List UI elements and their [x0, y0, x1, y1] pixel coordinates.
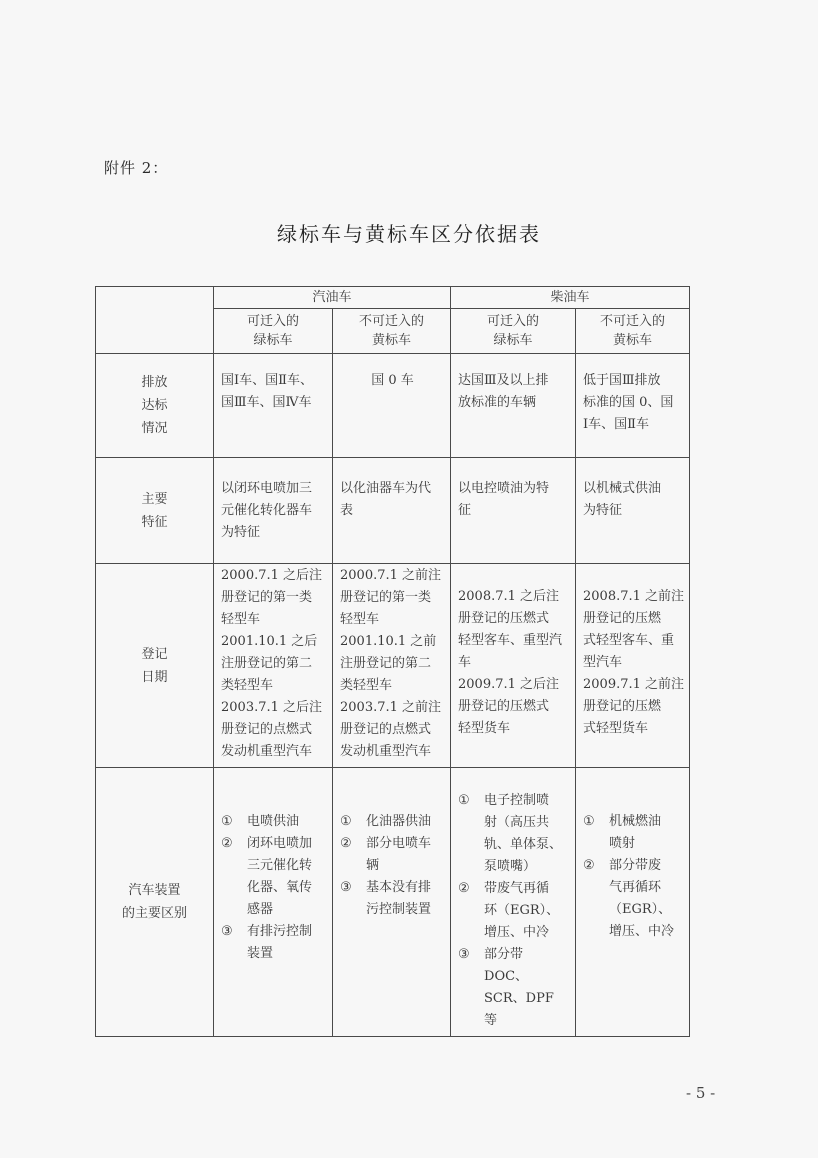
corner-cell [96, 287, 214, 354]
document-title: 绿标车与黄标车区分依据表 [277, 222, 541, 246]
list-item: ② 闭环电喷加 三元催化转 化器、氧传 感器 [221, 836, 313, 917]
cell-emission-gasoline-green: 国Ⅰ车、国Ⅱ车、 国Ⅲ车、国Ⅳ车 [214, 354, 333, 458]
cell-emission-diesel-green: 达国Ⅲ及以上排 放标准的车辆 [451, 354, 576, 458]
attachment-label: 附件 2： [104, 159, 169, 177]
cell-features-gasoline-green: 以闭环电喷加三 元催化转化器车 为特征 [214, 458, 333, 564]
row-label-features: 主要 特征 [96, 458, 214, 564]
list-item: ② 部分电喷车 辆 [340, 836, 432, 873]
subheader-gasoline-yellow: 不可迁入的 黄标车 [333, 309, 451, 354]
table-row-features [96, 458, 690, 564]
list-item: ① 电喷供油 [221, 814, 300, 829]
cell-emission-gasoline-yellow: 国 0 车 [333, 354, 451, 458]
cell-features-gasoline-yellow: 以化油器车为代 表 [333, 458, 451, 564]
table-row-registration [96, 564, 690, 768]
page-number: - 5 - [686, 1084, 716, 1102]
row-label-emission: 排放 达标 情况 [96, 354, 214, 458]
cell-registration-diesel-green: 2008.7.1 之后注 册登记的压燃式 轻型客车、重型汽 车 2009.7.1 之后注 册登记的压燃式 轻型货车 [451, 564, 576, 768]
list-item: ③ 基本没有排 污控制装置 [340, 880, 432, 917]
cell-devices-gasoline-green [214, 768, 333, 1037]
list-item: ① 电子控制喷 射（高压共 轨、单体泵、 泵喷嘴） [458, 793, 563, 874]
list-item: ① 化油器供油 [340, 814, 432, 829]
subheader-diesel-green: 可迁入的 绿标车 [451, 309, 576, 354]
list-item: ② 部分带废 气再循环 （EGR）、 增压、中冷 [583, 858, 675, 939]
cell-registration-gasoline-green: 2000.7.1 之后注 册登记的第一类 轻型车 2001.10.1 之后 注册登记的第二 类轻型车 2003.7.1 之后注 册登记的点燃式 发动机重型汽车 [214, 564, 333, 768]
subheader-diesel-yellow: 不可迁入的 黄标车 [576, 309, 690, 354]
list-item: ③ 有排污控制 装置 [221, 924, 313, 961]
table-row-emission [96, 354, 690, 458]
cell-devices-gasoline-yellow [333, 768, 451, 1037]
cell-features-diesel-green: 以电控喷油为特 征 [451, 458, 576, 564]
classification-table [95, 286, 690, 1037]
cell-emission-diesel-yellow: 低于国Ⅲ排放 标准的国 0、国 Ⅰ车、国Ⅱ车 [576, 354, 690, 458]
cell-registration-gasoline-yellow: 2000.7.1 之前注 册登记的第一类 轻型车 2001.10.1 之前 注册登记的第二 类轻型车 2003.7.1 之前注 册登记的点燃式 发动机重型汽车 [333, 564, 451, 768]
table-row-devices [96, 768, 690, 1037]
row-label-devices: 汽车装置 的主要区别 [96, 768, 214, 1037]
cell-devices-diesel-yellow [576, 768, 690, 1037]
list-item: ② 带废气再循 环（EGR）、 增压、中冷 [458, 881, 560, 940]
cell-registration-diesel-yellow: 2008.7.1 之前注 册登记的压燃 式轻型客车、重 型汽车 2009.7.1 之前注 册登记的压燃 式轻型货车 [576, 564, 690, 768]
row-label-registration: 登记 日期 [96, 564, 214, 768]
list-item: ③ 部分带 DOC、 SCR、DPF 等 [458, 947, 554, 1028]
group-header-gasoline: 汽油车 [214, 287, 451, 309]
subheader-gasoline-green: 可迁入的 绿标车 [214, 309, 333, 354]
group-header-diesel: 柴油车 [451, 287, 690, 309]
list-item: ① 机械燃油 喷射 [583, 814, 662, 851]
cell-devices-diesel-green [451, 768, 576, 1037]
cell-features-diesel-yellow: 以机械式供油 为特征 [576, 458, 690, 564]
